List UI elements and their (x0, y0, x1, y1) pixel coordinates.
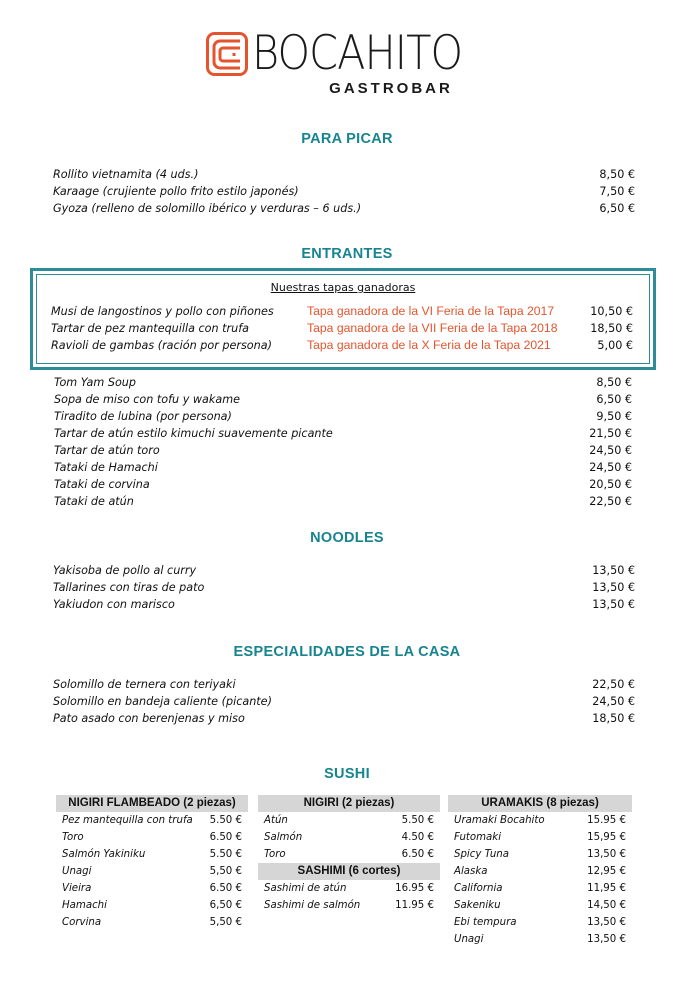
award-prize: Tapa ganadora de la VII Feria de la Tapa 2018 (307, 321, 558, 335)
noodles-list (53, 562, 635, 613)
brand-subtitle: GASTROBAR (329, 80, 453, 97)
section-title-sushi: SUSHI (324, 766, 370, 782)
para-picar-list (53, 166, 635, 217)
award-box (30, 268, 656, 370)
list-item: Sakeniku 14,50 € (454, 900, 626, 911)
list-item: Rollito vietnamita (4 uds.) 8,50 € (53, 168, 635, 181)
list-item: Atún 5.50 € (264, 815, 434, 826)
award-prize: Tapa ganadora de la VI Feria de la Tapa 2017 (307, 304, 555, 318)
bocahito-logo-icon (206, 32, 248, 76)
column-header: NIGIRI (2 piezas) (258, 795, 440, 812)
list-item: Solomillo en bandeja caliente (picante) 24,50 € (53, 695, 635, 708)
list-item: Corvina 5,50 € (62, 917, 242, 928)
list-item: Hamachi 6,50 € (62, 900, 242, 911)
list-item: Tiradito de lubina (por persona) 9,50 € (54, 410, 632, 423)
list-item: Vieira 6.50 € (62, 883, 242, 894)
nigiri-flambeado-column (56, 795, 248, 931)
list-item: Sopa de miso con tofu y wakame 6,50 € (54, 393, 632, 406)
list-item: Tartar de atún estilo kimuchi suavemente picante 21,50 € (54, 427, 632, 440)
list-item: Pez mantequilla con trufa 5.50 € (62, 815, 242, 826)
award-item: Tartar de pez mantequilla con trufa Tapa ganadora de la VII Feria de la Tapa 2018 18,50 € (51, 321, 633, 335)
list-item: Sashimi de atún 16.95 € (264, 883, 434, 894)
list-item: Karaage (crujiente pollo frito estilo japonés) 7,50 € (53, 185, 635, 198)
brand-name: BOCAHITO (252, 26, 463, 81)
list-item: Yakiudon con marisco 13,50 € (53, 598, 635, 611)
list-item: Ebi tempura 13,50 € (454, 917, 626, 928)
list-item: Salmón Yakiniku 5.50 € (62, 849, 242, 860)
column-header: URAMAKIS (8 piezas) (448, 795, 632, 812)
list-item: Salmón 4.50 € (264, 832, 434, 843)
section-title-para-picar: PARA PICAR (301, 131, 393, 147)
award-item: Ravioli de gambas (ración por persona) Tapa ganadora de la X Feria de la Tapa 2021 5,00 € (51, 338, 633, 352)
list-item: Tataki de Hamachi 24,50 € (54, 461, 632, 474)
especialidades-list (53, 676, 635, 727)
column-header: SASHIMI (6 cortes) (258, 863, 440, 880)
list-item: Solomillo de ternera con teriyaki 22,50 € (53, 678, 635, 691)
list-item: Unagi 5,50 € (62, 866, 242, 877)
list-item: Tataki de corvina 20,50 € (54, 478, 632, 491)
entrantes-list (54, 374, 632, 510)
award-heading: Nuestras tapas ganadoras (270, 281, 416, 294)
list-item: Tallarines con tiras de pato 13,50 € (53, 581, 635, 594)
section-title-noodles: NOODLES (310, 530, 384, 546)
award-item: Musi de langostinos y pollo con piñones Tapa ganadora de la VI Feria de la Tapa 2017 10,50 € (51, 304, 633, 318)
list-item: Tom Yam Soup 8,50 € (54, 376, 632, 389)
column-header: NIGIRI FLAMBEADO (2 piezas) (56, 795, 248, 812)
brand-header (0, 28, 694, 103)
list-item: Toro 6.50 € (62, 832, 242, 843)
list-item: Alaska 12,95 € (454, 866, 626, 877)
list-item: Unagi 13,50 € (454, 934, 626, 945)
uramakis-column (448, 795, 632, 948)
list-item: Sashimi de salmón 11.95 € (264, 900, 434, 911)
list-item: Tataki de atún 22,50 € (54, 495, 632, 508)
list-item: Gyoza (relleno de solomillo ibérico y verduras – 6 uds.) 6,50 € (53, 202, 635, 215)
list-item: Futomaki 15,95 € (454, 832, 626, 843)
nigiri-column (258, 795, 440, 914)
list-item: Spicy Tuna 13,50 € (454, 849, 626, 860)
list-item: Yakisoba de pollo al curry 13,50 € (53, 564, 635, 577)
list-item: Uramaki Bocahito 15.95 € (454, 815, 626, 826)
list-item: Toro 6.50 € (264, 849, 434, 860)
section-title-entrantes: ENTRANTES (301, 246, 393, 262)
list-item: Tartar de atún toro 24,50 € (54, 444, 632, 457)
list-item: California 11,95 € (454, 883, 626, 894)
list-item: Pato asado con berenjenas y miso 18,50 € (53, 712, 635, 725)
section-title-especialidades: ESPECIALIDADES DE LA CASA (233, 644, 461, 660)
award-prize: Tapa ganadora de la X Feria de la Tapa 2021 (307, 338, 551, 352)
